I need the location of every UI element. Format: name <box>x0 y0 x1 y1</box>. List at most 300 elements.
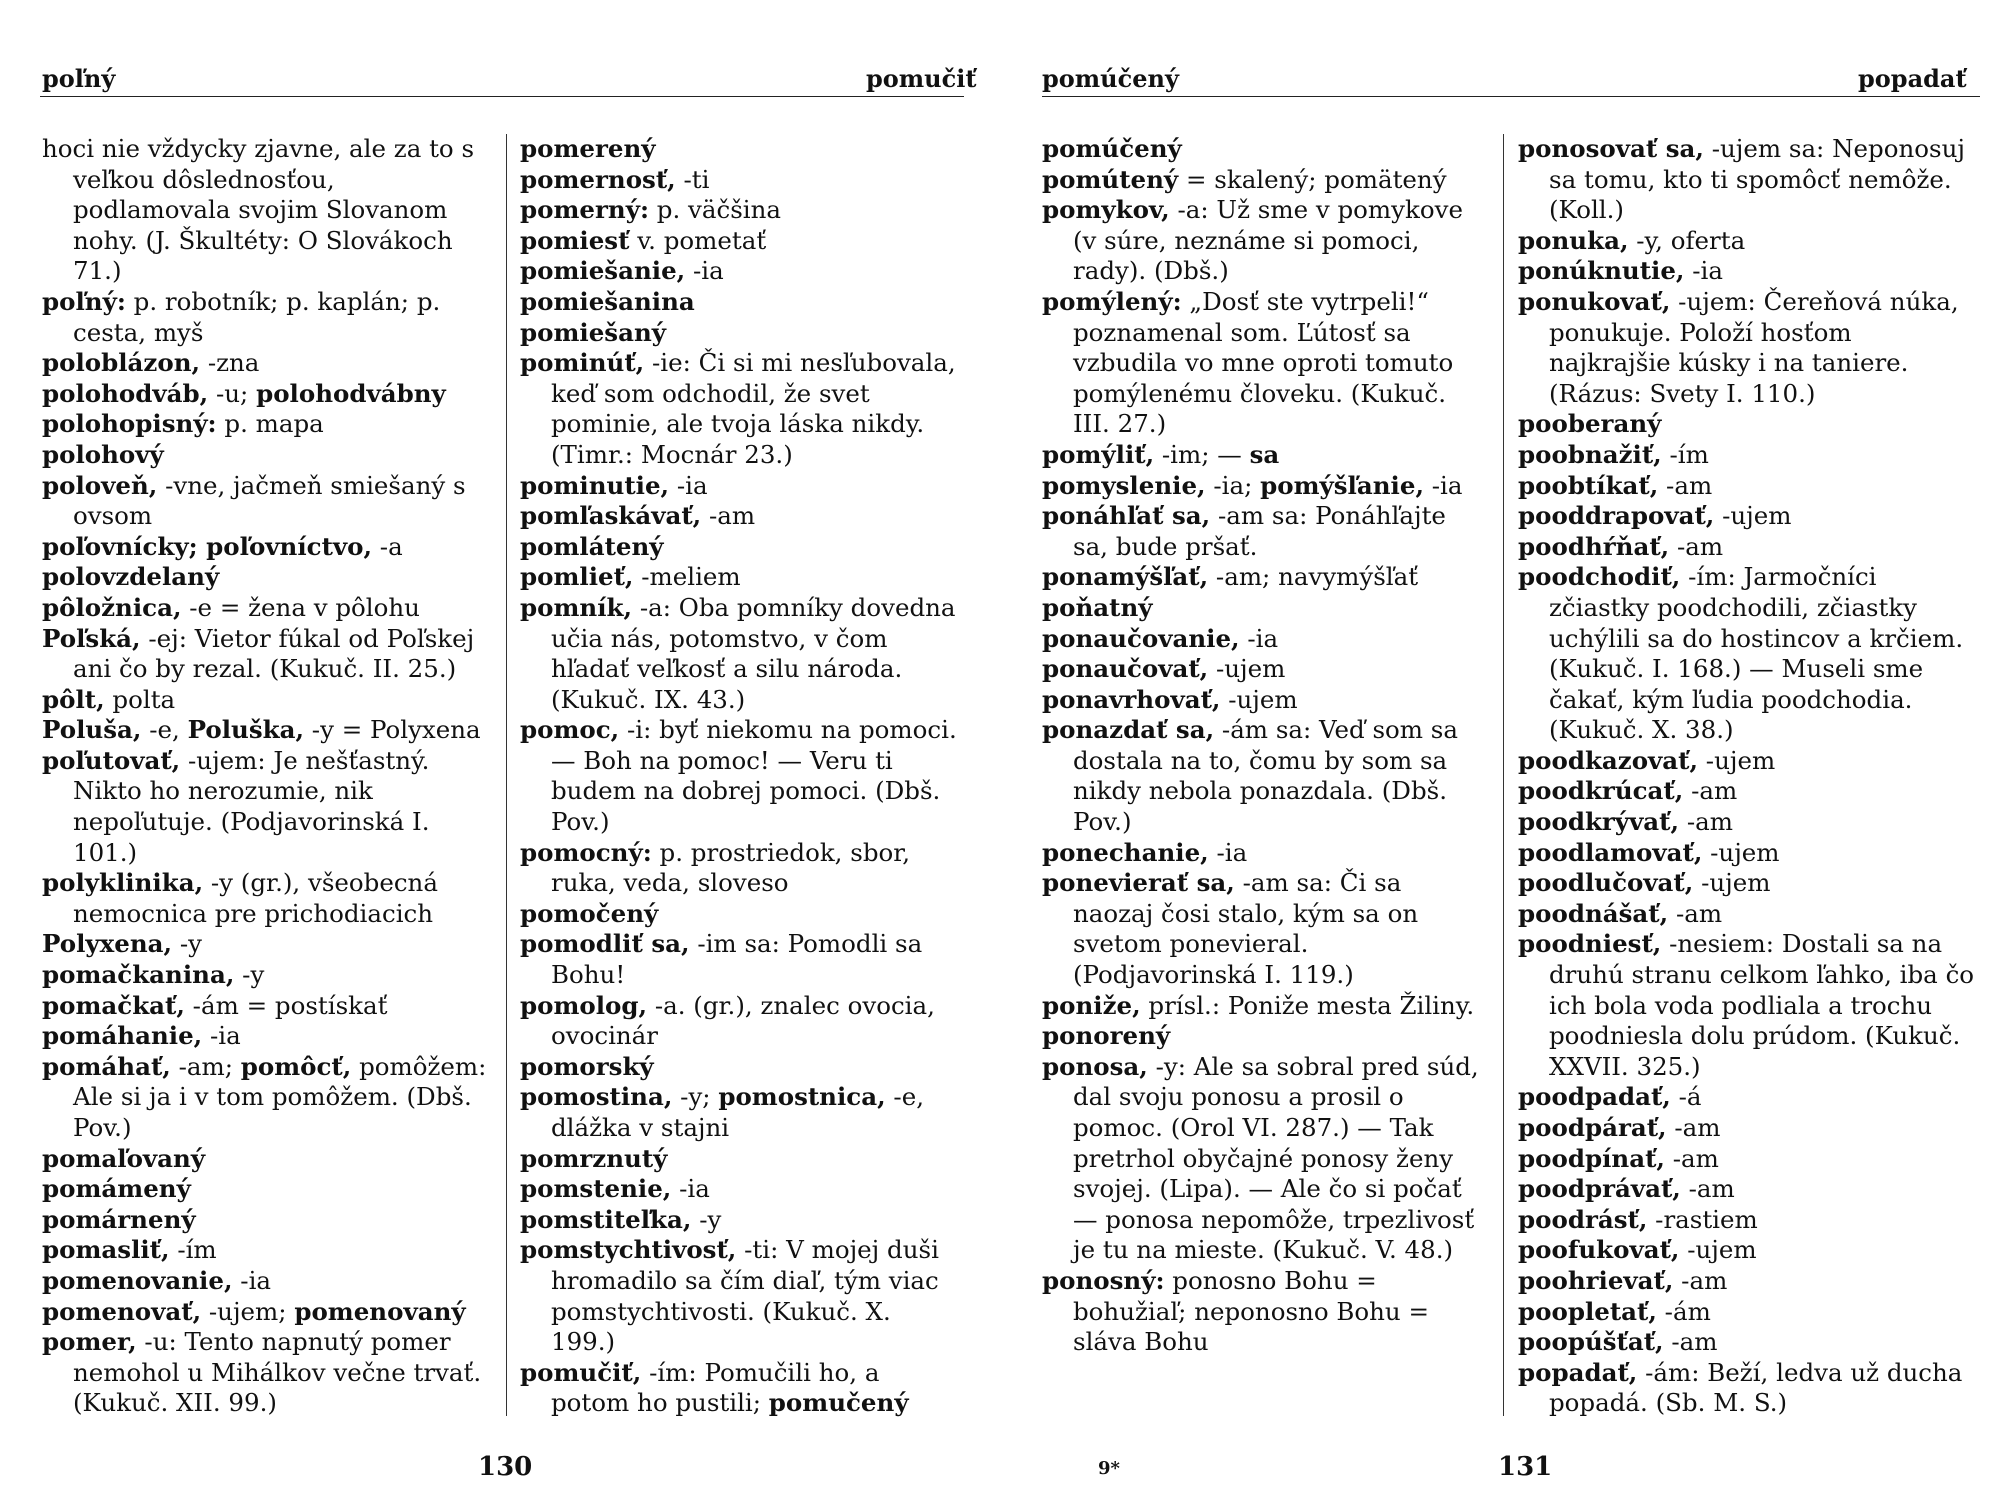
definition: -am <box>701 501 756 531</box>
definition: -ám: Beží, ledva už ducha popadá. (Sb. M. S.) <box>1549 1357 1963 1418</box>
headword: pomyslenie, <box>1042 470 1206 500</box>
dictionary-entry <box>1518 440 1978 471</box>
dictionary-entry <box>1518 287 1978 409</box>
definition: -e, dlážka v stajni <box>551 1082 924 1142</box>
dictionary-entry <box>520 318 960 349</box>
headword: poodhŕňať, <box>1518 531 1670 561</box>
headword: pomiešanina <box>520 286 695 316</box>
definition: p. väčšina <box>648 195 781 225</box>
dictionary-entry <box>42 1144 488 1175</box>
headword: pomútený <box>1042 164 1179 194</box>
definition: -am <box>1669 531 1724 561</box>
dictionary-entry <box>1518 134 1978 226</box>
column-3 <box>1042 134 1482 1358</box>
headword: pomstiteľka, <box>520 1204 692 1234</box>
definition: prísl.: Poniže mesta Žiliny. <box>1140 990 1475 1020</box>
headword: poniže, <box>1042 990 1141 1020</box>
definition: polta <box>104 684 176 714</box>
running-head-left: pomúčený <box>1042 64 1179 93</box>
headword: poľutovať, <box>42 745 181 775</box>
headword: ponaučovať, <box>1042 654 1209 684</box>
definition: -ujem <box>1702 837 1780 867</box>
definition: -ia; <box>1205 470 1261 500</box>
dictionary-entry <box>1518 1358 1978 1419</box>
dictionary-entry <box>520 562 960 593</box>
headword: popadať, <box>1518 1357 1638 1387</box>
headword: poodkrývať, <box>1518 807 1680 837</box>
definition: -am <box>1664 1143 1719 1173</box>
dictionary-entry <box>42 1174 488 1205</box>
dictionary-entry <box>42 287 488 348</box>
dictionary-entry <box>1042 195 1482 287</box>
headword: pooddrapovať, <box>1518 501 1715 531</box>
definition: -im; — <box>1154 439 1250 469</box>
headword: pomerný: <box>520 195 649 225</box>
dictionary-entry <box>520 226 960 257</box>
definition: -ím: Jarmočníci zčiastky poodchodili, zčiastky uchýlili sa do hostincov a krčiem. (Kukuč. I. 168.) — Museli sme čakať, kým ľudia poodchodia. (Kukuč. X. 38.) <box>1549 562 1964 745</box>
dictionary-entry <box>520 287 960 318</box>
dictionary-entry <box>520 1174 960 1205</box>
column-divider <box>506 134 507 1416</box>
headword: ponuka, <box>1518 225 1629 255</box>
headword: pomrznutý <box>520 1143 668 1173</box>
headword: polovzdelaný <box>42 562 220 592</box>
headword: poloblázon, <box>42 348 201 378</box>
headword: poodrásť, <box>1518 1204 1648 1234</box>
dictionary-entry <box>1518 409 1978 440</box>
definition: -am <box>1683 776 1738 806</box>
dictionary-entry <box>1518 838 1978 869</box>
headword: polohodváb, <box>42 378 209 408</box>
headword: poodpárať, <box>1518 1113 1667 1142</box>
dictionary-entry <box>1518 1113 1978 1144</box>
definition: -ia <box>685 256 724 286</box>
dictionary-entry <box>1042 838 1482 869</box>
headword: pomolog, <box>520 990 648 1020</box>
definition: -ia <box>202 1021 241 1051</box>
headword: polyklinika, <box>42 868 204 898</box>
headword: poodchodiť, <box>1518 562 1681 592</box>
definition: -u; <box>208 378 257 408</box>
headword: polohopisný: <box>42 409 217 439</box>
headword: pomostina, <box>520 1082 673 1112</box>
definition: -am; navymýšľať <box>1208 562 1419 592</box>
definition: -am <box>1673 1265 1728 1295</box>
headword: pomník, <box>520 592 633 622</box>
dictionary-entry <box>520 1235 960 1357</box>
dictionary-entry <box>1042 593 1482 624</box>
headword: pomačkanina, <box>42 960 235 990</box>
headword: poodkrúcať, <box>1518 776 1684 806</box>
headword: pomýlený: <box>1042 286 1182 316</box>
headword: pominúť, <box>520 348 645 378</box>
dictionary-entry <box>42 348 488 379</box>
dictionary-entry <box>1518 532 1978 563</box>
headword: pomľaskávať, <box>520 501 702 531</box>
definition: -ia <box>669 470 708 500</box>
dictionary-entry <box>1042 685 1482 716</box>
dictionary-entry <box>1042 1021 1482 1052</box>
headword: pomenovať, <box>42 1296 202 1326</box>
dictionary-entry <box>42 1205 488 1236</box>
headword: ponaučovanie, <box>1042 623 1240 653</box>
headword: pomostnica, <box>718 1082 886 1112</box>
headword: poľný: <box>42 286 126 316</box>
dictionary-entry <box>1518 256 1978 287</box>
headword: pooberaný <box>1518 409 1662 439</box>
definition: -y, oferta <box>1628 225 1746 255</box>
headword: pomstychtivosť, <box>520 1235 737 1265</box>
definition: -y <box>234 960 265 990</box>
dictionary-entry <box>42 991 488 1022</box>
dictionary-entry <box>1042 654 1482 685</box>
definition: ponosno Bohu = bohužiaľ; neponosno Bohu = sláva Bohu <box>1073 1265 1429 1357</box>
definition: -zna <box>200 348 260 378</box>
dictionary-entry <box>1042 715 1482 837</box>
dictionary-entry <box>42 1235 488 1266</box>
headword: ponukovať, <box>1518 286 1671 316</box>
headword: pomlátený <box>520 531 664 561</box>
definition: -y: Ale sa sobral pred súd, dal svoju ponosu a prosil o pomoc. (Orol VI. 287.) — Tak pretrhol obyčajné ponosy ženy svojej. (Lipa). — Ale čo si počať — ponosa nepomôže, trpezlivosť je tu na mieste. (Kukuč. V. 48.) <box>1073 1051 1479 1265</box>
headword: pomoc, <box>520 715 620 745</box>
dictionary-entry <box>1518 1144 1978 1175</box>
definition: „Dosť ste vytrpeli!“ poznamenal som. Ľútosť sa vzbudila vo mne oproti tomuto pomýlenému človeku. (Kukuč. III. 27.) <box>1073 286 1454 439</box>
dictionary-entry <box>42 379 488 410</box>
definition: -ám = postískať <box>184 990 388 1020</box>
running-head-right: popadať <box>1858 64 1967 93</box>
headword: pomiesť <box>520 225 630 255</box>
definition: -ím <box>1661 439 1709 469</box>
definition: -am <box>1680 1174 1735 1204</box>
headword: ponúknutie, <box>1518 256 1685 286</box>
headword: poodlučovať, <box>1518 868 1694 898</box>
dictionary-entry <box>1518 929 1978 1082</box>
definition: -ia <box>232 1265 272 1295</box>
dictionary-entry <box>42 1021 488 1052</box>
definition: -vne, jačmeň smiešaný s ovsom <box>73 470 466 531</box>
headword: poofukovať, <box>1518 1235 1680 1265</box>
definition: -im sa: Pomodli sa Bohu! <box>551 929 923 990</box>
column-1 <box>42 134 488 1419</box>
column-4 <box>1518 134 1978 1419</box>
dictionary-entry <box>1042 868 1482 990</box>
definition: -ej: Vietor fúkal od Poľskej ani čo by rezal. (Kukuč. II. 25.) <box>73 623 475 684</box>
headword: pomasliť, <box>42 1235 170 1265</box>
definition: -rastiem <box>1647 1204 1758 1234</box>
definition: p. prostriedok, sbor, ruka, veda, sloveso <box>551 837 911 898</box>
headword: pomlieť, <box>520 562 634 592</box>
header-rule <box>40 96 964 97</box>
headword: ponorený <box>1042 1021 1171 1051</box>
dictionary-entry <box>1518 501 1978 532</box>
headword: ponamýšľať, <box>1042 562 1209 592</box>
headword: poobtíkať, <box>1518 470 1659 500</box>
headword: poodpínať, <box>1518 1143 1665 1173</box>
headword: pomocný: <box>520 837 652 867</box>
headword: pomýšľanie, <box>1260 470 1424 500</box>
header-rule <box>1042 96 1980 97</box>
definition: -ia <box>1208 837 1248 867</box>
headword: poodnášať, <box>1518 898 1669 928</box>
definition: -i: byť niekomu na pomoci. — Boh na pomoc! — Veru ti budem na dobrej pomoci. (Dbš. Pov.) <box>551 715 957 837</box>
definition: -ia <box>1239 623 1279 653</box>
headword: polohový <box>42 439 164 469</box>
dictionary-entry <box>42 593 488 624</box>
definition: -á <box>1670 1082 1702 1112</box>
dictionary-entry <box>1518 1266 1978 1297</box>
dictionary-entry <box>520 1052 960 1083</box>
definition: = skalený; pomätený <box>1178 164 1447 194</box>
dictionary-entry <box>1518 1297 1978 1328</box>
headword: poodlamovať, <box>1518 837 1703 867</box>
definition: -a: Oba pomníky dovedna učia nás, potomstvo, v čom hľadať veľkosť a silu národa. (Kukuč. IX. 43.) <box>551 592 956 714</box>
definition: -ujem: Je nešťastný. Nikto ho nerozumie, nik nepoľutuje. (Podjavorinská I. 101.) <box>73 745 430 867</box>
dictionary-entry <box>42 409 488 440</box>
definition: -y (gr.), všeobecná nemocnica pre prichodiacich <box>73 868 438 928</box>
dictionary-entry <box>520 471 960 502</box>
dictionary-entry <box>1518 776 1978 807</box>
definition: -ti <box>675 164 710 194</box>
definition: -ie: Či si mi nesľubovala, keď som odchodil, že svet pominie, ale tvoja láska nikdy. (Timr.: Mocnár 23.) <box>551 348 956 469</box>
dictionary-entry <box>42 1297 488 1328</box>
definition: pomôžem: Ale si ja i v tom pomôžem. (Dbš. Pov.) <box>73 1051 487 1142</box>
headword: poodprávať, <box>1518 1174 1681 1204</box>
definition: -y; <box>672 1082 719 1112</box>
headword: pomenovanie, <box>42 1265 233 1295</box>
headword: pomiešanie, <box>520 256 686 286</box>
dictionary-entry <box>42 1052 488 1144</box>
definition: -ujem; <box>201 1296 295 1326</box>
dictionary-entry <box>1518 1205 1978 1236</box>
page-number: 130 <box>478 1452 533 1482</box>
headword: Poľská, <box>42 623 141 653</box>
dictionary-entry <box>42 1327 488 1419</box>
dictionary-entry <box>42 929 488 960</box>
headword: poopletať, <box>1518 1296 1657 1326</box>
headword: poobnažiť, <box>1518 439 1662 469</box>
dictionary-entry <box>520 134 960 165</box>
dictionary-entry <box>1518 471 1978 502</box>
headword: pomaľovaný <box>42 1143 206 1173</box>
definition: p. robotník; p. kaplán; p. cesta, myš <box>73 286 441 347</box>
definition: -am <box>1663 1327 1718 1357</box>
definition: -ím: Pomučili ho, a potom ho pustili; <box>551 1357 880 1418</box>
headword: pomámený <box>42 1174 191 1204</box>
definition: -ujem <box>1693 868 1771 898</box>
headword: ponazdať sa, <box>1042 715 1215 745</box>
headword: pomučiť, <box>520 1357 642 1387</box>
dictionary-entry <box>520 715 960 837</box>
definition: -ujem <box>1698 745 1776 775</box>
definition: p. mapa <box>216 409 324 439</box>
definition: v. pometať <box>629 225 767 255</box>
signature-mark: 9* <box>1098 1458 1120 1479</box>
headword: poodpadať, <box>1518 1082 1671 1112</box>
definition: -ti: V mojej duši hromadilo sa čím diaľ, tým viac pomstychtivosti. (Kukuč. X. 199.) <box>551 1235 939 1357</box>
definition: -am <box>1679 807 1733 837</box>
headword: ponevierať sa, <box>1042 868 1235 898</box>
definition: -a: Už sme v pomykove (v súre, neznáme si pomoci, rady). (Dbš.) <box>1073 195 1463 286</box>
dictionary-entry <box>520 1082 960 1143</box>
dictionary-entry <box>1518 746 1978 777</box>
headword: pomačkať, <box>42 990 185 1020</box>
dictionary-entry <box>520 195 960 226</box>
definition: -ia <box>1684 256 1723 286</box>
dictionary-entry <box>520 501 960 532</box>
definition: -ujem <box>1714 501 1792 531</box>
dictionary-entry <box>1518 807 1978 838</box>
definition: -am sa: Ponáhľajte sa, bude pršať. <box>1073 501 1446 561</box>
dictionary-entry <box>42 471 488 532</box>
definition: -ujem sa: Neponosuj sa tomu, kto ti spomôcť nemôže. (Koll.) <box>1549 134 1965 225</box>
dictionary-entry <box>1042 501 1482 562</box>
definition: -ujem: Čereňová núka, ponukuje. Položí hosťom najkrajšie kúsky i na taniere. (Rázus: Svety I. 110.) <box>1549 286 1959 408</box>
dictionary-entry <box>520 991 960 1052</box>
dictionary-entry <box>1518 1235 1978 1266</box>
definition: -e, <box>141 715 188 745</box>
headword: polohodvábny <box>256 378 446 408</box>
dictionary-entry <box>1518 226 1978 257</box>
dictionary-entry <box>520 1144 960 1175</box>
dictionary-entry <box>42 134 488 287</box>
headword: poľovnícky; poľovníctvo, <box>42 531 372 561</box>
headword: ponosa, <box>1042 1051 1148 1081</box>
headword: pomiešaný <box>520 317 667 347</box>
dictionary-entry <box>42 1266 488 1297</box>
headword: pôložnica, <box>42 592 182 622</box>
headword: pomorský <box>520 1051 654 1081</box>
right-page <box>998 0 1996 1500</box>
dictionary-entry <box>520 165 960 196</box>
dictionary-entry <box>520 256 960 287</box>
dictionary-entry <box>1042 471 1482 502</box>
definition: -am <box>1668 898 1723 928</box>
headword: poopúšťať, <box>1518 1327 1664 1357</box>
dictionary-entry <box>520 348 960 470</box>
dictionary-entry <box>42 715 488 746</box>
headword: ponavrhovať, <box>1042 684 1221 714</box>
dictionary-entry <box>42 746 488 868</box>
dictionary-entry <box>42 624 488 685</box>
dictionary-entry <box>42 685 488 716</box>
dictionary-entry <box>520 1358 960 1419</box>
dictionary-entry <box>1042 440 1482 471</box>
definition: -u: Tento napnutý pomer nemohol u Mihálkov večne trvať. (Kukuč. XII. 99.) <box>73 1327 482 1418</box>
definition: -a. (gr.), znalec ovocia, ovocinár <box>551 990 935 1051</box>
definition: -y <box>691 1204 722 1234</box>
headword: pomýliť, <box>1042 439 1155 469</box>
headword: poohrievať, <box>1518 1265 1674 1295</box>
dictionary-entry <box>520 899 960 930</box>
dictionary-entry <box>1042 1266 1482 1358</box>
dictionary-entry <box>1518 562 1978 746</box>
dictionary-entry <box>1042 562 1482 593</box>
dictionary-entry <box>520 838 960 899</box>
headword: pomúčený <box>1042 134 1182 163</box>
headword: pomenovaný <box>294 1296 466 1326</box>
dictionary-entry <box>1042 624 1482 655</box>
dictionary-entry <box>1518 1174 1978 1205</box>
dictionary-entry <box>42 868 488 929</box>
headword: pomáhanie, <box>42 1021 203 1051</box>
dictionary-entry <box>520 593 960 715</box>
headword: pomučený <box>768 1388 909 1418</box>
headword: pominutie, <box>520 470 670 500</box>
headword: pomerený <box>520 134 656 163</box>
dictionary-entry <box>520 929 960 990</box>
running-head-right: pomučiť <box>866 64 977 93</box>
headword: pomernosť, <box>520 164 676 194</box>
definition: -ujem <box>1208 654 1286 684</box>
definition: -y <box>172 929 202 959</box>
dictionary-entry <box>42 440 488 471</box>
headword: ponechanie, <box>1042 837 1209 867</box>
headword: Poluška, <box>187 715 304 745</box>
headword: pomôcť, <box>240 1051 352 1081</box>
headword: poňatný <box>1042 592 1153 622</box>
headword: pomstenie, <box>520 1174 672 1204</box>
dictionary-entry <box>42 960 488 991</box>
dictionary-entry <box>1042 991 1482 1022</box>
dictionary-entry <box>1518 899 1978 930</box>
definition: -ám sa: Veď som sa dostala na to, čomu by som sa nikdy nebola ponazdala. (Dbš. Pov.) <box>1073 715 1458 837</box>
definition: -am <box>1666 1113 1721 1142</box>
definition: hoci nie vždycky zjavne, ale za to s veľkou dôslednosťou, podlamovala svojim Slovanom nohy. (J. Škultéty: O Slovákoch 71.) <box>42 134 475 286</box>
headword: pomočený <box>520 898 659 928</box>
headword: sa <box>1249 439 1280 469</box>
headword: pomárnený <box>42 1204 196 1234</box>
dictionary-entry <box>1518 1327 1978 1358</box>
definition: -am sa: Či sa naozaj čosi stalo, kým sa on svetom ponevieral. (Podjavorinská I. 119.) <box>1073 868 1419 990</box>
headword: ponosný: <box>1042 1265 1165 1295</box>
headword: pomáhať, <box>42 1051 171 1081</box>
definition: -ám <box>1656 1296 1711 1326</box>
dictionary-entry <box>1042 134 1482 165</box>
dictionary-entry <box>1042 287 1482 440</box>
dictionary-entry <box>42 532 488 563</box>
column-divider <box>1503 134 1504 1416</box>
definition: -ujem <box>1679 1235 1757 1265</box>
definition: -ia <box>1423 470 1463 500</box>
headword: poloveň, <box>42 470 158 500</box>
dictionary-entry <box>1518 1082 1978 1113</box>
definition: -ím <box>169 1235 217 1265</box>
headword: pôlt, <box>42 684 105 714</box>
running-head-left: poľný <box>42 64 116 93</box>
headword: pomer, <box>42 1327 137 1357</box>
definition: -meliem <box>633 562 741 592</box>
dictionary-entry <box>1518 868 1978 899</box>
definition: -ujem <box>1220 684 1298 714</box>
headword: pomodliť sa, <box>520 929 690 959</box>
headword: Poluša, <box>42 715 142 745</box>
dictionary-entry <box>1042 165 1482 196</box>
headword: Polyxena, <box>42 929 173 959</box>
column-2 <box>520 134 960 1419</box>
dictionary-entry <box>42 562 488 593</box>
headword: poodkazovať, <box>1518 745 1699 775</box>
definition: -am; <box>170 1051 241 1081</box>
definition: -a <box>372 531 403 561</box>
headword: ponáhľať sa, <box>1042 501 1211 531</box>
headword: pomykov, <box>1042 195 1170 225</box>
definition: -ia <box>671 1174 710 1204</box>
definition: -e = žena v pôlohu <box>181 592 420 622</box>
dictionary-entry <box>1042 1052 1482 1266</box>
dictionary-entry <box>520 1205 960 1236</box>
dictionary-entry <box>520 532 960 563</box>
definition: -y = Polyxena <box>304 715 481 745</box>
